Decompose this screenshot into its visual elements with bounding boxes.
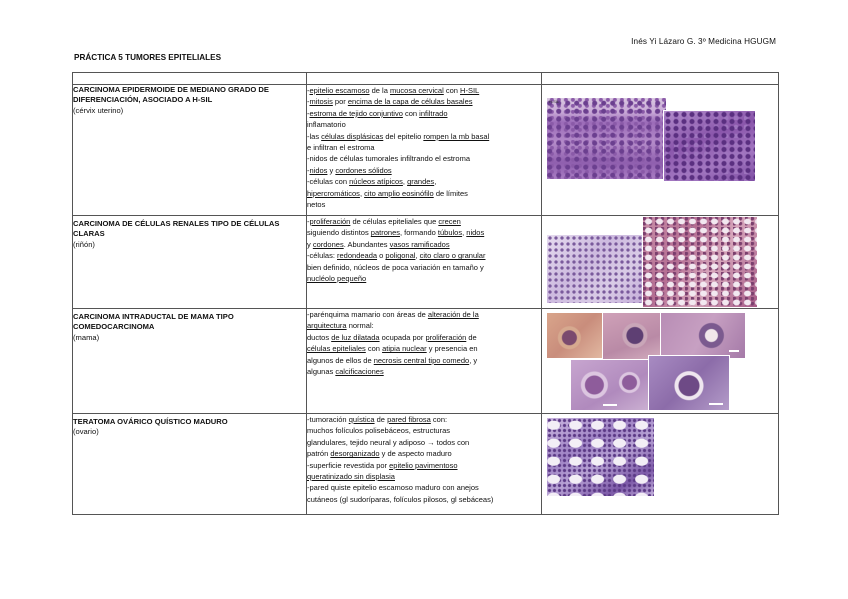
description-line (307, 199, 541, 210)
tumor-name: CARCINOMA INTRADUCTAL DE MAMA TIPO (73, 312, 234, 321)
description-text: mitosis (309, 97, 333, 107)
description-text: e infiltran el estroma (307, 143, 375, 153)
tumor-name: COMEDOCARCINOMA (73, 322, 155, 332)
description-text: de células epiteliales que (350, 217, 439, 226)
description-line (307, 250, 541, 261)
description-text: con: (430, 415, 448, 424)
description-text: hipercromáticos (307, 188, 360, 198)
description-text: -células: (307, 251, 338, 261)
description-text: células displásicas (321, 131, 384, 141)
image-cell (542, 85, 779, 216)
description-text: rompen la mb basal (423, 131, 490, 141)
scale-bar (709, 403, 723, 405)
header-cell (307, 73, 542, 85)
tumor-name-cell (73, 85, 307, 216)
description-text: y de aspecto maduro (379, 449, 452, 459)
description-cell (307, 414, 542, 515)
description-text: -superficie revestida por (307, 460, 390, 470)
description-text: proliferación (309, 217, 351, 226)
description-text: ocupada por (379, 332, 426, 342)
description-text: cordones (312, 239, 344, 249)
table-row (73, 85, 779, 216)
description-line (307, 355, 541, 366)
description-text: queratinizado sin displasia (307, 472, 395, 482)
description-line (307, 309, 541, 320)
description-text: núcleos atípicos (349, 177, 403, 187)
description-text: poligonal (385, 251, 416, 261)
histology-image-cervix-2 (663, 110, 756, 182)
description-text: , (415, 251, 420, 261)
description-line (307, 188, 541, 199)
organ-label: (cérvix uterino) (73, 105, 124, 115)
tumor-name: DIFERENCIACIÓN, ASOCIADO A H-SIL (73, 95, 213, 105)
description-text: alteración de la (427, 310, 479, 319)
scale-bar (603, 404, 617, 406)
description-text: , (402, 177, 408, 187)
description-cell (307, 216, 542, 309)
description-text: -pared quiste epitelio escamoso maduro con anejos (307, 483, 479, 493)
histology-image-kidney-1 (546, 234, 644, 304)
description-line (307, 343, 541, 354)
description-text: netos (307, 200, 326, 210)
description-line (307, 366, 541, 377)
description-line (307, 425, 541, 436)
description-text: pared fibrosa (387, 415, 431, 424)
description-line (307, 216, 541, 227)
description-text: siguiendo distintos (307, 228, 371, 238)
description-text: cutáneos (gl sudoríparas, folículos pilosos, gl sebáceas) (307, 494, 494, 504)
description-text: patrones (370, 228, 400, 238)
description-text: de (374, 415, 388, 424)
description-line (307, 494, 541, 505)
description-text: o (377, 251, 386, 261)
description-text: -parénquima mamario con áreas de (307, 310, 428, 319)
table-row (73, 216, 779, 309)
organ-label: (mama) (73, 332, 100, 342)
description-text: , y (469, 355, 478, 365)
header-cell (73, 73, 307, 85)
description-text: por (332, 97, 348, 107)
description-text: con (365, 344, 383, 354)
description-line (307, 460, 541, 471)
organ-label: (ovario) (73, 427, 99, 437)
description-text: , formando (399, 228, 438, 238)
scale-bar (729, 350, 739, 352)
description-text: , (434, 177, 437, 187)
description-line (307, 332, 541, 343)
description-text: y (327, 165, 336, 175)
histology-image-cervix-1 (546, 97, 667, 180)
description-text: de la (369, 86, 390, 95)
description-text: epitelio pavimentoso (389, 460, 458, 470)
document-title: PRÁCTICA 5 TUMORES EPITELIALES (74, 53, 222, 62)
description-text: y (307, 239, 313, 249)
description-line (307, 96, 541, 107)
tumor-name-cell (73, 216, 307, 309)
description-text: nidos (309, 165, 328, 175)
description-line (307, 227, 541, 238)
description-text: células epiteliales (307, 344, 366, 354)
description-text: y presencia en (426, 344, 478, 354)
table-header-row (73, 73, 779, 85)
histology-image-breast-5 (648, 355, 730, 411)
tumor-name: CARCINOMA EPIDERMOIDE DE MEDIANO GRADO DE (73, 85, 269, 94)
description-text: infiltrado (419, 108, 448, 118)
description-line (307, 320, 541, 331)
description-text: glandulares, tejido neural y adiposo → todos con (307, 437, 470, 447)
description-line (307, 176, 541, 187)
description-text: desorganizado (330, 449, 380, 459)
description-text: epitelio escamoso (309, 86, 370, 95)
description-text: del epitelio (383, 131, 424, 141)
description-text: de (466, 332, 477, 342)
description-text: patrón (307, 449, 331, 459)
description-text: . Abundantes (343, 239, 390, 249)
description-text: cito claro o granular (419, 251, 486, 261)
histology-image-breast-1 (546, 312, 604, 359)
description-text: de límites (433, 188, 468, 198)
description-text: proliferación (425, 332, 467, 342)
description-line (307, 119, 541, 130)
tumor-name-cell (73, 309, 307, 414)
description-text: estroma de tejido conjuntivo (309, 108, 403, 118)
description-text: - (307, 86, 310, 95)
description-cell (307, 85, 542, 216)
description-text: encima de la capa de células basales (347, 97, 473, 107)
description-text: atipia nuclear (382, 344, 427, 354)
description-text: inflamatorio (307, 120, 346, 130)
description-text: -células con (307, 177, 350, 187)
description-text: - (307, 108, 310, 118)
description-text: túbulos (437, 228, 463, 238)
description-line (307, 108, 541, 119)
description-text: cito amplio eosinófilo (364, 188, 434, 198)
description-line (307, 153, 541, 164)
description-text: , (462, 228, 467, 238)
histology-image-breast-3 (660, 312, 746, 359)
description-text: - (307, 165, 310, 175)
organ-label: (riñón) (73, 239, 95, 249)
histology-image-kidney-2 (642, 216, 758, 308)
description-line (307, 165, 541, 176)
description-text: -tumoración (307, 415, 349, 424)
description-text: nidos (466, 228, 485, 238)
author-line: Inés Yi Lázaro G. 3º Medicina HGUGM (631, 37, 776, 46)
description-line (307, 239, 541, 250)
description-text: normal: (346, 321, 374, 331)
tumor-name: CLARAS (73, 229, 105, 239)
description-text: cordones sólidos (335, 165, 392, 175)
description-text: - (307, 97, 310, 107)
table-row (73, 309, 779, 414)
image-caption: H-SIL (549, 99, 560, 104)
description-text: quística (348, 415, 375, 424)
description-text: vasos ramificados (389, 239, 450, 249)
description-text: , (359, 188, 365, 198)
description-text: mucosa cervical (389, 86, 444, 95)
tumor-name: TERATOMA OVÁRICO QUÍSTICO MADURO (73, 417, 228, 426)
description-cell (307, 309, 542, 414)
description-line (307, 437, 541, 448)
description-line (307, 471, 541, 482)
description-line (307, 85, 541, 96)
image-cell (542, 309, 779, 414)
description-text: nucléolo pequeño (307, 274, 367, 284)
description-text: con (402, 108, 420, 118)
description-text: necrosis central tipo comedo (373, 355, 470, 365)
description-line (307, 482, 541, 493)
description-line (307, 273, 541, 284)
description-text: algunos de ellos de (307, 355, 374, 365)
description-line (307, 142, 541, 153)
description-line (307, 414, 541, 425)
description-line (307, 131, 541, 142)
description-text: algunas (307, 367, 336, 377)
description-text: arquitectura (307, 321, 347, 331)
description-text: redondeada (337, 251, 378, 261)
description-text: H-SIL (460, 86, 480, 95)
description-line (307, 448, 541, 459)
description-line (307, 262, 541, 273)
description-text: - (307, 217, 310, 226)
description-text: de luz dilatada (331, 332, 380, 342)
description-text: ductos (307, 332, 332, 342)
image-cell (542, 414, 779, 515)
histology-image-breast-4 (570, 359, 650, 411)
description-text: bien definido, núcleos de poca variación en tamaño y (307, 262, 484, 272)
description-text: con (443, 86, 461, 95)
image-cell (542, 216, 779, 309)
description-text: -nidos de células tumorales infiltrando el estroma (307, 154, 470, 164)
tumor-name: CARCINOMA DE CÉLULAS RENALES TIPO DE CÉLULAS (73, 219, 280, 228)
tumor-table (72, 72, 779, 515)
description-text: calcificaciones (335, 367, 384, 377)
description-text: crecen (438, 217, 461, 226)
header-cell (542, 73, 779, 85)
description-text: grandes (407, 177, 435, 187)
table-row (73, 414, 779, 515)
description-text: muchos folículos polisebáceos, estructuras (307, 426, 450, 436)
tumor-name-cell (73, 414, 307, 515)
histology-image-ovary (546, 417, 655, 497)
description-text: -las (307, 131, 322, 141)
